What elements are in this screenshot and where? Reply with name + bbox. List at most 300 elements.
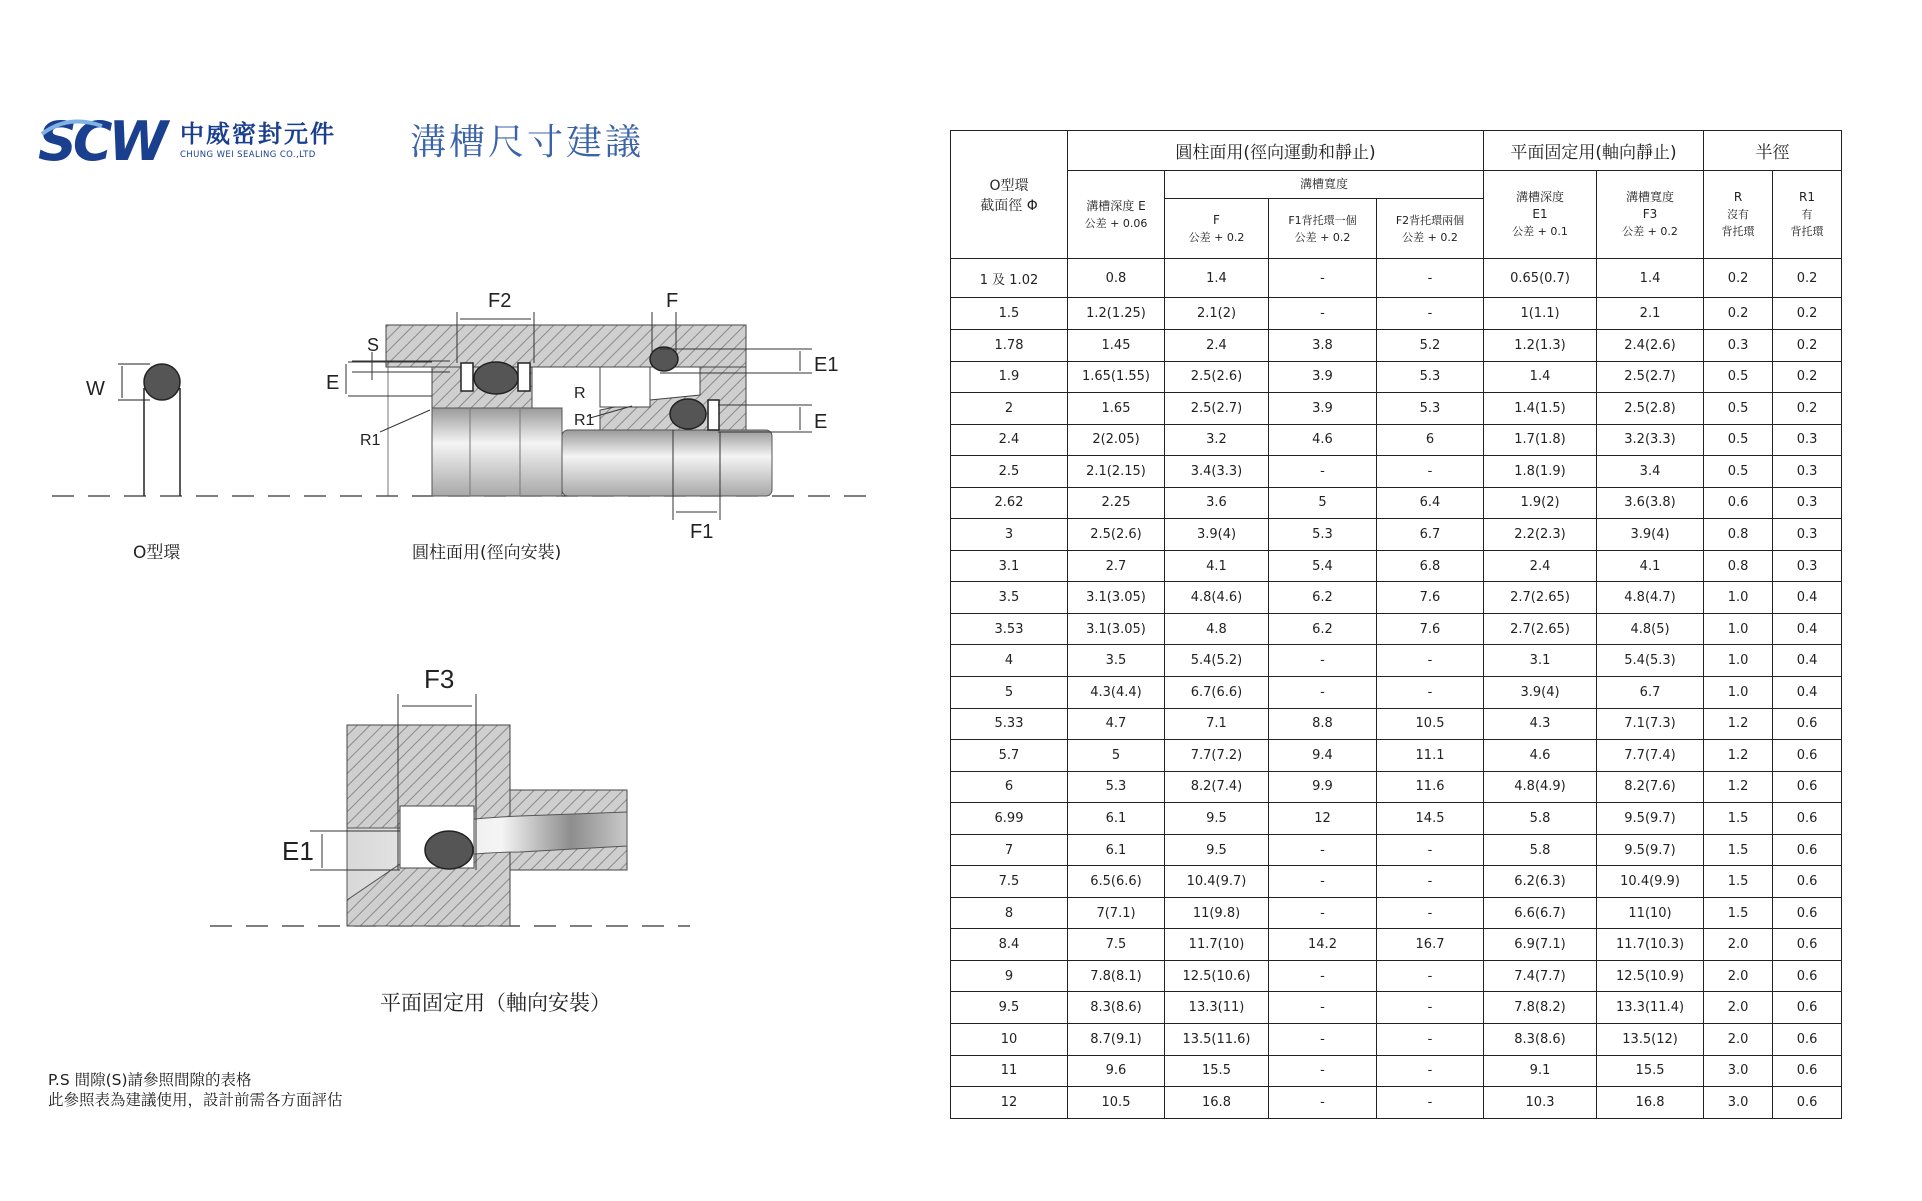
header-f2: F2背托環兩個 公差 + 0.2 bbox=[1377, 199, 1484, 259]
table-cell: - bbox=[1269, 1087, 1377, 1119]
table-cell: 2.4 bbox=[951, 424, 1068, 456]
table-cell: 2.1(2.15) bbox=[1068, 456, 1165, 488]
table-cell: 10.4(9.7) bbox=[1165, 866, 1269, 898]
table-cell: 0.6 bbox=[1773, 960, 1842, 992]
table-cell: 3.53 bbox=[951, 613, 1068, 645]
table-cell: 11.7(10) bbox=[1165, 929, 1269, 961]
table-cell: 2.7(2.65) bbox=[1484, 613, 1597, 645]
table-cell: 7.7(7.4) bbox=[1597, 740, 1704, 772]
table-cell: 7 bbox=[951, 834, 1068, 866]
table-cell: 0.2 bbox=[1773, 393, 1842, 425]
table-cell: 9.5 bbox=[951, 992, 1068, 1024]
table-cell: 3.9(4) bbox=[1597, 519, 1704, 551]
table-cell: 1.2(1.3) bbox=[1484, 329, 1597, 361]
table-cell: 0.2 bbox=[1773, 259, 1842, 298]
header-depth-e1: 溝槽深度 E1 公差 + 0.1 bbox=[1484, 171, 1597, 259]
table-cell: 4.8(4.7) bbox=[1597, 582, 1704, 614]
table-cell: 7.6 bbox=[1377, 613, 1484, 645]
table-cell: 9 bbox=[951, 960, 1068, 992]
table-row bbox=[951, 897, 1842, 929]
table-cell: 11.7(10.3) bbox=[1597, 929, 1704, 961]
table-cell: 2.5(2.6) bbox=[1068, 519, 1165, 551]
label-e1-axial: E1 bbox=[282, 836, 314, 866]
header-r: R 沒有 背托環 bbox=[1704, 171, 1773, 259]
table-cell: 0.8 bbox=[1068, 259, 1165, 298]
oring-circle bbox=[144, 364, 180, 400]
table-cell: - bbox=[1377, 960, 1484, 992]
table-row bbox=[951, 329, 1842, 361]
table-cell: - bbox=[1269, 1055, 1377, 1087]
table-cell: 1.4(1.5) bbox=[1484, 393, 1597, 425]
table-row bbox=[951, 960, 1842, 992]
table-cell: 0.2 bbox=[1704, 259, 1773, 298]
table-cell: 9.5 bbox=[1165, 803, 1269, 835]
table-cell: 4.1 bbox=[1165, 550, 1269, 582]
table-cell: 2.7 bbox=[1068, 550, 1165, 582]
table-row bbox=[951, 582, 1842, 614]
table-cell: 1.4 bbox=[1597, 259, 1704, 298]
table-cell: 2.5(2.7) bbox=[1597, 361, 1704, 393]
table-cell: 16.7 bbox=[1377, 929, 1484, 961]
table-cell: 7.8(8.2) bbox=[1484, 992, 1597, 1024]
table-cell: - bbox=[1377, 1024, 1484, 1056]
note-advice: 此參照表為建議使用，設計前需各方面評估 bbox=[48, 1091, 343, 1109]
table-cell: 6.8 bbox=[1377, 550, 1484, 582]
table-cell: - bbox=[1377, 1087, 1484, 1119]
table-cell: - bbox=[1377, 834, 1484, 866]
oring-axial bbox=[425, 831, 473, 869]
label-e1-right: E1 bbox=[814, 354, 839, 376]
table-body bbox=[951, 259, 1842, 1119]
table-cell: 0.6 bbox=[1773, 992, 1842, 1024]
table-cell: - bbox=[1377, 298, 1484, 330]
table-cell: 0.3 bbox=[1773, 456, 1842, 488]
table-cell: 2 bbox=[951, 393, 1068, 425]
table-cell: 4.6 bbox=[1269, 424, 1377, 456]
table-row bbox=[951, 613, 1842, 645]
table-cell: 3.5 bbox=[1068, 645, 1165, 677]
table-cell: - bbox=[1269, 677, 1377, 709]
table-cell: 11(9.8) bbox=[1165, 897, 1269, 929]
table-cell: 0.4 bbox=[1773, 677, 1842, 709]
label-f3: F3 bbox=[424, 664, 455, 694]
oring-section-drawing bbox=[118, 364, 180, 496]
table-cell: 12.5(10.9) bbox=[1597, 960, 1704, 992]
table-cell: 6 bbox=[1377, 424, 1484, 456]
table-cell: 3.2 bbox=[1165, 424, 1269, 456]
table-cell: 1.5 bbox=[1704, 866, 1773, 898]
table-cell: 1.0 bbox=[1704, 677, 1773, 709]
table-cell: 0.6 bbox=[1773, 929, 1842, 961]
table-cell: 6.9(7.1) bbox=[1484, 929, 1597, 961]
table-cell: 14.5 bbox=[1377, 803, 1484, 835]
header-flat: 平面固定用(軸向靜止) bbox=[1484, 131, 1704, 171]
table-cell: 2.5(2.6) bbox=[1165, 361, 1269, 393]
table-row bbox=[951, 677, 1842, 709]
table-cell: 4.8(4.6) bbox=[1165, 582, 1269, 614]
table-row bbox=[951, 1087, 1842, 1119]
table-cell: 7.4(7.7) bbox=[1484, 960, 1597, 992]
table-cell: 3.0 bbox=[1704, 1087, 1773, 1119]
table-cell: 0.6 bbox=[1773, 740, 1842, 772]
label-r1-mid: R1 bbox=[574, 412, 595, 429]
groove-dimension-table bbox=[950, 130, 1842, 1119]
table-cell: 3.1 bbox=[1484, 645, 1597, 677]
table-cell: 5.2 bbox=[1377, 329, 1484, 361]
table-cell: 0.3 bbox=[1773, 519, 1842, 551]
header-width-f3: 溝槽寬度 F3 公差 + 0.2 bbox=[1597, 171, 1704, 259]
table-cell: 9.6 bbox=[1068, 1055, 1165, 1087]
table-cell: 3.1 bbox=[951, 550, 1068, 582]
svg-text:SCW: SCW bbox=[38, 112, 165, 168]
table-cell: 12 bbox=[1269, 803, 1377, 835]
table-cell: 1.5 bbox=[1704, 834, 1773, 866]
table-cell: 11.6 bbox=[1377, 771, 1484, 803]
table-cell: 1.4 bbox=[1165, 259, 1269, 298]
oring-radial-1 bbox=[474, 362, 518, 394]
table-cell: 1.8(1.9) bbox=[1484, 456, 1597, 488]
table-cell: 3.6 bbox=[1165, 487, 1269, 519]
oring-radial-3 bbox=[670, 399, 706, 429]
table-cell: - bbox=[1269, 897, 1377, 929]
header-radius: 半徑 bbox=[1704, 131, 1842, 171]
table-cell: 3.9 bbox=[1269, 393, 1377, 425]
table-cell: 4 bbox=[951, 645, 1068, 677]
table-cell: - bbox=[1377, 897, 1484, 929]
oring-radial-2 bbox=[650, 347, 678, 371]
table-cell: - bbox=[1269, 456, 1377, 488]
table-cell: 5.33 bbox=[951, 708, 1068, 740]
table-cell: 16.8 bbox=[1165, 1087, 1269, 1119]
table-cell: 16.8 bbox=[1597, 1087, 1704, 1119]
table-cell: 1.5 bbox=[951, 298, 1068, 330]
table-row bbox=[951, 1055, 1842, 1087]
table-cell: 8.7(9.1) bbox=[1068, 1024, 1165, 1056]
table-cell: 0.6 bbox=[1704, 487, 1773, 519]
table-cell: 1.2 bbox=[1704, 708, 1773, 740]
table-cell: 0.2 bbox=[1773, 361, 1842, 393]
table-cell: 5.3 bbox=[1377, 393, 1484, 425]
table-cell: 14.2 bbox=[1269, 929, 1377, 961]
table-cell: 0.5 bbox=[1704, 393, 1773, 425]
table-cell: 8.2(7.4) bbox=[1165, 771, 1269, 803]
table-cell: - bbox=[1377, 259, 1484, 298]
table-cell: 5.4(5.2) bbox=[1165, 645, 1269, 677]
table-cell: 5.4(5.3) bbox=[1597, 645, 1704, 677]
header-groove-width: 溝槽寬度 bbox=[1165, 171, 1484, 199]
table-cell: 0.3 bbox=[1773, 550, 1842, 582]
table-cell: 7.5 bbox=[951, 866, 1068, 898]
table-row bbox=[951, 708, 1842, 740]
table-cell: 6.4 bbox=[1377, 487, 1484, 519]
table-cell: 1.2(1.25) bbox=[1068, 298, 1165, 330]
table-row bbox=[951, 519, 1842, 551]
table-cell: 7(7.1) bbox=[1068, 897, 1165, 929]
table-cell: 0.6 bbox=[1773, 771, 1842, 803]
axial-caption: 平面固定用（軸向安裝） bbox=[380, 991, 611, 1015]
table-cell: 3.0 bbox=[1704, 1055, 1773, 1087]
table-cell: - bbox=[1269, 960, 1377, 992]
table-row bbox=[951, 834, 1842, 866]
table-cell: 5 bbox=[1068, 740, 1165, 772]
table-cell: 4.3(4.4) bbox=[1068, 677, 1165, 709]
table-cell: 11.1 bbox=[1377, 740, 1484, 772]
table-cell: 1.5 bbox=[1704, 803, 1773, 835]
table-cell: 15.5 bbox=[1165, 1055, 1269, 1087]
table-cell: 2.7(2.65) bbox=[1484, 582, 1597, 614]
table-cell: 6.1 bbox=[1068, 803, 1165, 835]
table-cell: 2.0 bbox=[1704, 929, 1773, 961]
table-cell: 3 bbox=[951, 519, 1068, 551]
table-row bbox=[951, 259, 1842, 298]
table-cell: 0.6 bbox=[1773, 1024, 1842, 1056]
table-cell: 9.5(9.7) bbox=[1597, 834, 1704, 866]
table-cell: - bbox=[1377, 456, 1484, 488]
table-cell: 6.1 bbox=[1068, 834, 1165, 866]
table-row bbox=[951, 1024, 1842, 1056]
table-cell: 2.1 bbox=[1597, 298, 1704, 330]
table-cell: 9.5 bbox=[1165, 834, 1269, 866]
table-cell: 7.8(8.1) bbox=[1068, 960, 1165, 992]
table-cell: 2(2.05) bbox=[1068, 424, 1165, 456]
table-cell: 1.0 bbox=[1704, 645, 1773, 677]
table-row bbox=[951, 424, 1842, 456]
header-f: F 公差 + 0.2 bbox=[1165, 199, 1269, 259]
label-f1: F1 bbox=[690, 521, 714, 543]
label-s: S bbox=[367, 335, 380, 355]
table-cell: 9.5(9.7) bbox=[1597, 803, 1704, 835]
table-cell: - bbox=[1269, 866, 1377, 898]
table-cell: 11 bbox=[951, 1055, 1068, 1087]
table-cell: 1.78 bbox=[951, 329, 1068, 361]
table-cell: 0.6 bbox=[1773, 1055, 1842, 1087]
table-cell: 1.4 bbox=[1484, 361, 1597, 393]
table-cell: 0.4 bbox=[1773, 645, 1842, 677]
header-cylindrical: 圓柱面用(徑向運動和靜止) bbox=[1068, 131, 1484, 171]
table-row bbox=[951, 992, 1842, 1024]
table-cell: - bbox=[1377, 677, 1484, 709]
table-cell: 10.3 bbox=[1484, 1087, 1597, 1119]
table-cell: 0.4 bbox=[1773, 613, 1842, 645]
table-cell: 15.5 bbox=[1597, 1055, 1704, 1087]
table-cell: 8 bbox=[951, 897, 1068, 929]
table-cell: 0.3 bbox=[1773, 487, 1842, 519]
table-cell: 0.5 bbox=[1704, 456, 1773, 488]
table-cell: 0.6 bbox=[1773, 866, 1842, 898]
header-oring-diameter: O型環 截面徑 Φ bbox=[951, 131, 1068, 259]
table-cell: 0.65(0.7) bbox=[1484, 259, 1597, 298]
table-cell: 1.9(2) bbox=[1484, 487, 1597, 519]
table-cell: 8.2(7.6) bbox=[1597, 771, 1704, 803]
table-cell: 10.5 bbox=[1377, 708, 1484, 740]
table-cell: 9.1 bbox=[1484, 1055, 1597, 1087]
table-cell: 6.7 bbox=[1597, 677, 1704, 709]
table-cell: 2.4 bbox=[1484, 550, 1597, 582]
table-cell: - bbox=[1269, 645, 1377, 677]
table-cell: 0.2 bbox=[1773, 329, 1842, 361]
table-row bbox=[951, 740, 1842, 772]
table-cell: 2.1(2) bbox=[1165, 298, 1269, 330]
table-cell: 6.7(6.6) bbox=[1165, 677, 1269, 709]
radial-caption: 圓柱面用(徑向安裝) bbox=[412, 543, 562, 563]
table-cell: 2.62 bbox=[951, 487, 1068, 519]
table-cell: 8.4 bbox=[951, 929, 1068, 961]
table-cell: - bbox=[1377, 645, 1484, 677]
table-cell: 5 bbox=[1269, 487, 1377, 519]
table-cell: 9.9 bbox=[1269, 771, 1377, 803]
table-cell: - bbox=[1269, 298, 1377, 330]
table-row bbox=[951, 771, 1842, 803]
table-cell: 13.3(11.4) bbox=[1597, 992, 1704, 1024]
table-cell: 9.4 bbox=[1269, 740, 1377, 772]
table-cell: 4.8(5) bbox=[1597, 613, 1704, 645]
table-cell: 6.99 bbox=[951, 803, 1068, 835]
table-cell: 5.3 bbox=[1377, 361, 1484, 393]
table-cell: 2.2(2.3) bbox=[1484, 519, 1597, 551]
table-cell: 0.5 bbox=[1704, 424, 1773, 456]
table-cell: 0.2 bbox=[1773, 298, 1842, 330]
table-cell: 4.8(4.9) bbox=[1484, 771, 1597, 803]
table-cell: 8.8 bbox=[1269, 708, 1377, 740]
table-cell: 3.5 bbox=[951, 582, 1068, 614]
table-cell: 12 bbox=[951, 1087, 1068, 1119]
table-cell: - bbox=[1377, 1055, 1484, 1087]
table-cell: - bbox=[1269, 259, 1377, 298]
table-cell: 5.8 bbox=[1484, 803, 1597, 835]
logo-chinese-name: 中威密封元件 bbox=[180, 120, 336, 148]
table-cell: 6 bbox=[951, 771, 1068, 803]
table-cell: 0.2 bbox=[1704, 298, 1773, 330]
table-cell: - bbox=[1377, 992, 1484, 1024]
logo-english-name: CHUNG WEI SEALING CO.,LTD bbox=[180, 150, 316, 160]
table-cell: 2.0 bbox=[1704, 960, 1773, 992]
table-row bbox=[951, 645, 1842, 677]
table-cell: 7.7(7.2) bbox=[1165, 740, 1269, 772]
table-cell: 3.4 bbox=[1597, 456, 1704, 488]
label-e-right: E bbox=[814, 411, 828, 433]
table-cell: 13.5(12) bbox=[1597, 1024, 1704, 1056]
table-cell: 7.5 bbox=[1068, 929, 1165, 961]
table-cell: 0.3 bbox=[1704, 329, 1773, 361]
table-cell: 2.0 bbox=[1704, 1024, 1773, 1056]
table-cell: 1.9 bbox=[951, 361, 1068, 393]
table-cell: 0.8 bbox=[1704, 519, 1773, 551]
table-cell: 10.4(9.9) bbox=[1597, 866, 1704, 898]
table-cell: 3.2(3.3) bbox=[1597, 424, 1704, 456]
table-cell: 1.65(1.55) bbox=[1068, 361, 1165, 393]
table-cell: 1.0 bbox=[1704, 582, 1773, 614]
table-cell: 6.6(6.7) bbox=[1484, 897, 1597, 929]
table-cell: 3.1(3.05) bbox=[1068, 582, 1165, 614]
label-f: F bbox=[666, 290, 679, 312]
table-cell: 1(1.1) bbox=[1484, 298, 1597, 330]
label-f2: F2 bbox=[488, 290, 512, 312]
label-r1-left: R1 bbox=[360, 432, 381, 449]
label-w: W bbox=[86, 378, 105, 400]
table-cell: 4.8 bbox=[1165, 613, 1269, 645]
table-row bbox=[951, 803, 1842, 835]
table-cell: 6.7 bbox=[1377, 519, 1484, 551]
table-cell: 1.2 bbox=[1704, 771, 1773, 803]
table-cell: 5.4 bbox=[1269, 550, 1377, 582]
table-cell: 10.5 bbox=[1068, 1087, 1165, 1119]
table-cell: - bbox=[1377, 866, 1484, 898]
table-cell: 6.2 bbox=[1269, 582, 1377, 614]
table-cell: 3.4(3.3) bbox=[1165, 456, 1269, 488]
table-cell: 4.7 bbox=[1068, 708, 1165, 740]
table-cell: 0.3 bbox=[1773, 424, 1842, 456]
table-cell: 2.25 bbox=[1068, 487, 1165, 519]
table-cell: 0.6 bbox=[1773, 1087, 1842, 1119]
table-cell: 6.2(6.3) bbox=[1484, 866, 1597, 898]
table-cell: 3.8 bbox=[1269, 329, 1377, 361]
table-cell: - bbox=[1269, 834, 1377, 866]
table-cell: 3.9(4) bbox=[1165, 519, 1269, 551]
table-cell: 2.4(2.6) bbox=[1597, 329, 1704, 361]
table-cell: 1 及 1.02 bbox=[951, 259, 1068, 298]
table-row bbox=[951, 361, 1842, 393]
table-cell: 10 bbox=[951, 1024, 1068, 1056]
table-row bbox=[951, 393, 1842, 425]
table-cell: 2.5(2.7) bbox=[1165, 393, 1269, 425]
table-row bbox=[951, 550, 1842, 582]
table-cell: 5 bbox=[951, 677, 1068, 709]
table-cell: 6.2 bbox=[1269, 613, 1377, 645]
table-cell: 0.4 bbox=[1773, 582, 1842, 614]
table-cell: 2.5(2.8) bbox=[1597, 393, 1704, 425]
table-cell: 0.6 bbox=[1773, 803, 1842, 835]
table-cell: 0.5 bbox=[1704, 361, 1773, 393]
table-cell: 6.5(6.6) bbox=[1068, 866, 1165, 898]
table-cell: 3.6(3.8) bbox=[1597, 487, 1704, 519]
table-cell: 8.3(8.6) bbox=[1484, 1024, 1597, 1056]
table-row bbox=[951, 866, 1842, 898]
table-row bbox=[951, 929, 1842, 961]
note-gap: P.S 間隙(S)請參照間隙的表格 bbox=[48, 1071, 252, 1089]
table-cell: - bbox=[1269, 992, 1377, 1024]
table-cell: 1.65 bbox=[1068, 393, 1165, 425]
table-cell: 7.1(7.3) bbox=[1597, 708, 1704, 740]
table-cell: 1.2 bbox=[1704, 740, 1773, 772]
table-row bbox=[951, 298, 1842, 330]
table-cell: 7.6 bbox=[1377, 582, 1484, 614]
table-cell: 5.3 bbox=[1068, 771, 1165, 803]
table-cell: 1.45 bbox=[1068, 329, 1165, 361]
table-cell: 13.3(11) bbox=[1165, 992, 1269, 1024]
table-cell: 2.4 bbox=[1165, 329, 1269, 361]
table-cell: 0.8 bbox=[1704, 550, 1773, 582]
label-e-left: E bbox=[326, 372, 340, 394]
table-cell: 0.6 bbox=[1773, 708, 1842, 740]
label-r: R bbox=[574, 385, 586, 402]
table-row bbox=[951, 456, 1842, 488]
table-cell: 3.9 bbox=[1269, 361, 1377, 393]
table-row bbox=[951, 487, 1842, 519]
table-cell: 2.5 bbox=[951, 456, 1068, 488]
table-cell: 5.7 bbox=[951, 740, 1068, 772]
header-depth-e: 溝槽深度 E 公差 + 0.06 bbox=[1068, 171, 1165, 259]
page-title: 溝槽尺寸建議 bbox=[410, 122, 645, 163]
header-f1: F1背托環一個 公差 + 0.2 bbox=[1269, 199, 1377, 259]
table-cell: 4.6 bbox=[1484, 740, 1597, 772]
groove-diagrams bbox=[0, 0, 900, 1201]
table-cell: 8.3(8.6) bbox=[1068, 992, 1165, 1024]
table-cell: 1.0 bbox=[1704, 613, 1773, 645]
oring-caption: O型環 bbox=[133, 543, 181, 563]
table-cell: 7.1 bbox=[1165, 708, 1269, 740]
table-cell: 1.7(1.8) bbox=[1484, 424, 1597, 456]
table-cell: 3.9(4) bbox=[1484, 677, 1597, 709]
